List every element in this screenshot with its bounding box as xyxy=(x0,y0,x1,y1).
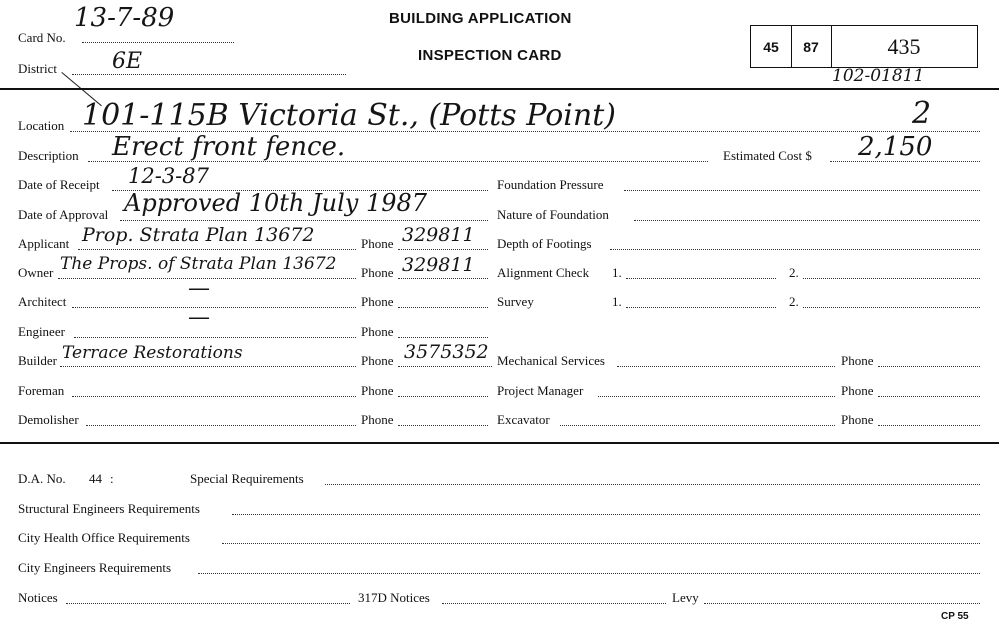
excavator-line xyxy=(560,425,835,426)
owner-value: The Props. of Strata Plan 13672 xyxy=(60,254,337,274)
district-label: District xyxy=(18,61,57,76)
levy-line xyxy=(704,603,980,604)
da-no-colon: : xyxy=(110,471,114,486)
district-line xyxy=(72,74,346,75)
city-engineers-requirements-label: City Engineers Requirements xyxy=(18,560,172,575)
estimated-cost-value: 2,150 xyxy=(858,132,933,162)
ref-box-cell-3: 435 xyxy=(887,33,921,59)
header-rule xyxy=(0,88,999,90)
applicant-value: Prop. Strata Plan 13672 xyxy=(82,224,315,246)
architect-label: Architect xyxy=(18,294,67,309)
mechanical-line xyxy=(617,366,835,367)
architect-value: — xyxy=(188,276,210,301)
foreman-phone-label: Phone xyxy=(361,383,394,398)
project-manager-label: Project Manager xyxy=(497,383,584,398)
card-no-line xyxy=(82,42,234,43)
form-code: CP 55 xyxy=(941,611,969,622)
engineer-label: Engineer xyxy=(18,324,65,339)
notices-label: Notices xyxy=(18,590,58,605)
owner-phone-line xyxy=(398,278,488,279)
engineer-line xyxy=(74,337,356,338)
date-approval-value: Approved 10th July 1987 xyxy=(124,189,428,217)
ref-box-cell-2: 87 xyxy=(791,26,832,67)
ref-box-cell-1: 45 xyxy=(751,26,792,67)
owner-label: Owner xyxy=(18,265,54,280)
alignment-check-label: Alignment Check xyxy=(497,265,590,280)
builder-phone-line xyxy=(398,366,492,367)
survey-one-line xyxy=(626,307,776,308)
depth-footings-label: Depth of Footings xyxy=(497,236,592,251)
project-manager-phone-line xyxy=(878,396,980,397)
estimated-cost-label: Estimated Cost $ xyxy=(723,148,812,163)
project-manager-line xyxy=(598,396,835,397)
special-requirements-label: Special Requirements xyxy=(190,471,304,486)
levy-label: Levy xyxy=(672,590,699,605)
health-requirements-line xyxy=(222,543,980,544)
card-no-label: Card No. xyxy=(18,30,66,45)
excavator-label: Excavator xyxy=(497,412,550,427)
da-no-value: 44 xyxy=(89,471,102,486)
date-receipt-value: 12-3-87 xyxy=(128,164,209,188)
box-handwritten-number: 102-01811 xyxy=(832,66,925,86)
notices-317d-line xyxy=(442,603,666,604)
foreman-line xyxy=(72,396,356,397)
builder-phone-value: 3575352 xyxy=(404,341,489,363)
location-extra-value: 2 xyxy=(912,96,932,131)
health-requirements-label: City Health Office Requirements xyxy=(18,530,190,545)
mechanical-label: Mechanical Services xyxy=(497,353,605,368)
reference-box xyxy=(750,25,978,68)
mechanical-phone-label: Phone xyxy=(841,353,874,368)
card-no-value: 13-7-89 xyxy=(74,3,175,33)
architect-phone-label: Phone xyxy=(361,294,394,309)
alignment-one-line xyxy=(626,278,776,279)
notices-line xyxy=(66,603,350,604)
location-label: Location xyxy=(18,118,65,133)
depth-footings-line xyxy=(610,249,980,250)
special-requirements-line xyxy=(325,484,980,485)
survey-two-label: 2. xyxy=(789,294,799,309)
builder-line xyxy=(60,366,356,367)
alignment-two-line xyxy=(803,278,980,279)
mechanical-phone-line xyxy=(878,366,980,367)
applicant-phone-label: Phone xyxy=(361,236,394,251)
alignment-one-label: 1. xyxy=(612,265,622,280)
title-line-1: BUILDING APPLICATION xyxy=(389,10,572,27)
builder-value: Terrace Restorations xyxy=(62,343,243,363)
engineer-phone-line xyxy=(398,337,488,338)
excavator-phone-line xyxy=(878,425,980,426)
foreman-label: Foreman xyxy=(18,383,65,398)
date-receipt-label: Date of Receipt xyxy=(18,177,100,192)
description-label: Description xyxy=(18,148,79,163)
da-no-label: D.A. No. xyxy=(18,471,66,486)
date-approval-label: Date of Approval xyxy=(18,207,109,222)
title-line-2: INSPECTION CARD xyxy=(418,47,562,64)
location-value: 101-115B Victoria St., (Potts Point) xyxy=(82,98,616,133)
architect-line xyxy=(72,307,356,308)
builder-label: Builder xyxy=(18,353,57,368)
owner-phone-label: Phone xyxy=(361,265,394,280)
foreman-phone-line xyxy=(398,396,488,397)
notices-317d-label: 317D Notices xyxy=(358,590,430,605)
district-value: 6E xyxy=(112,49,143,74)
description-value: Erect front fence. xyxy=(112,132,346,162)
engineer-phone-label: Phone xyxy=(361,324,394,339)
foundation-pressure-line xyxy=(624,190,980,191)
owner-phone-value: 329811 xyxy=(402,254,475,276)
structural-requirements-label: Structural Engineers Requirements xyxy=(18,501,200,516)
nature-foundation-line xyxy=(634,220,980,221)
details-rule xyxy=(0,442,999,444)
applicant-line xyxy=(78,249,356,250)
nature-foundation-label: Nature of Foundation xyxy=(497,207,609,222)
applicant-phone-line xyxy=(398,249,488,250)
project-manager-phone-label: Phone xyxy=(841,383,874,398)
date-approval-line xyxy=(120,220,488,221)
demolisher-phone-line xyxy=(398,425,488,426)
alignment-two-label: 2. xyxy=(789,265,799,280)
architect-phone-line xyxy=(398,307,488,308)
city-engineers-requirements-line xyxy=(198,573,980,574)
demolisher-label: Demolisher xyxy=(18,412,79,427)
engineer-value: — xyxy=(188,305,210,330)
builder-phone-label: Phone xyxy=(361,353,394,368)
survey-one-label: 1. xyxy=(612,294,622,309)
applicant-phone-value: 329811 xyxy=(402,224,475,246)
foundation-pressure-label: Foundation Pressure xyxy=(497,177,604,192)
demolisher-line xyxy=(86,425,356,426)
survey-two-line xyxy=(803,307,980,308)
survey-label: Survey xyxy=(497,294,534,309)
structural-requirements-line xyxy=(232,514,980,515)
excavator-phone-label: Phone xyxy=(841,412,874,427)
demolisher-phone-label: Phone xyxy=(361,412,394,427)
applicant-label: Applicant xyxy=(18,236,70,251)
